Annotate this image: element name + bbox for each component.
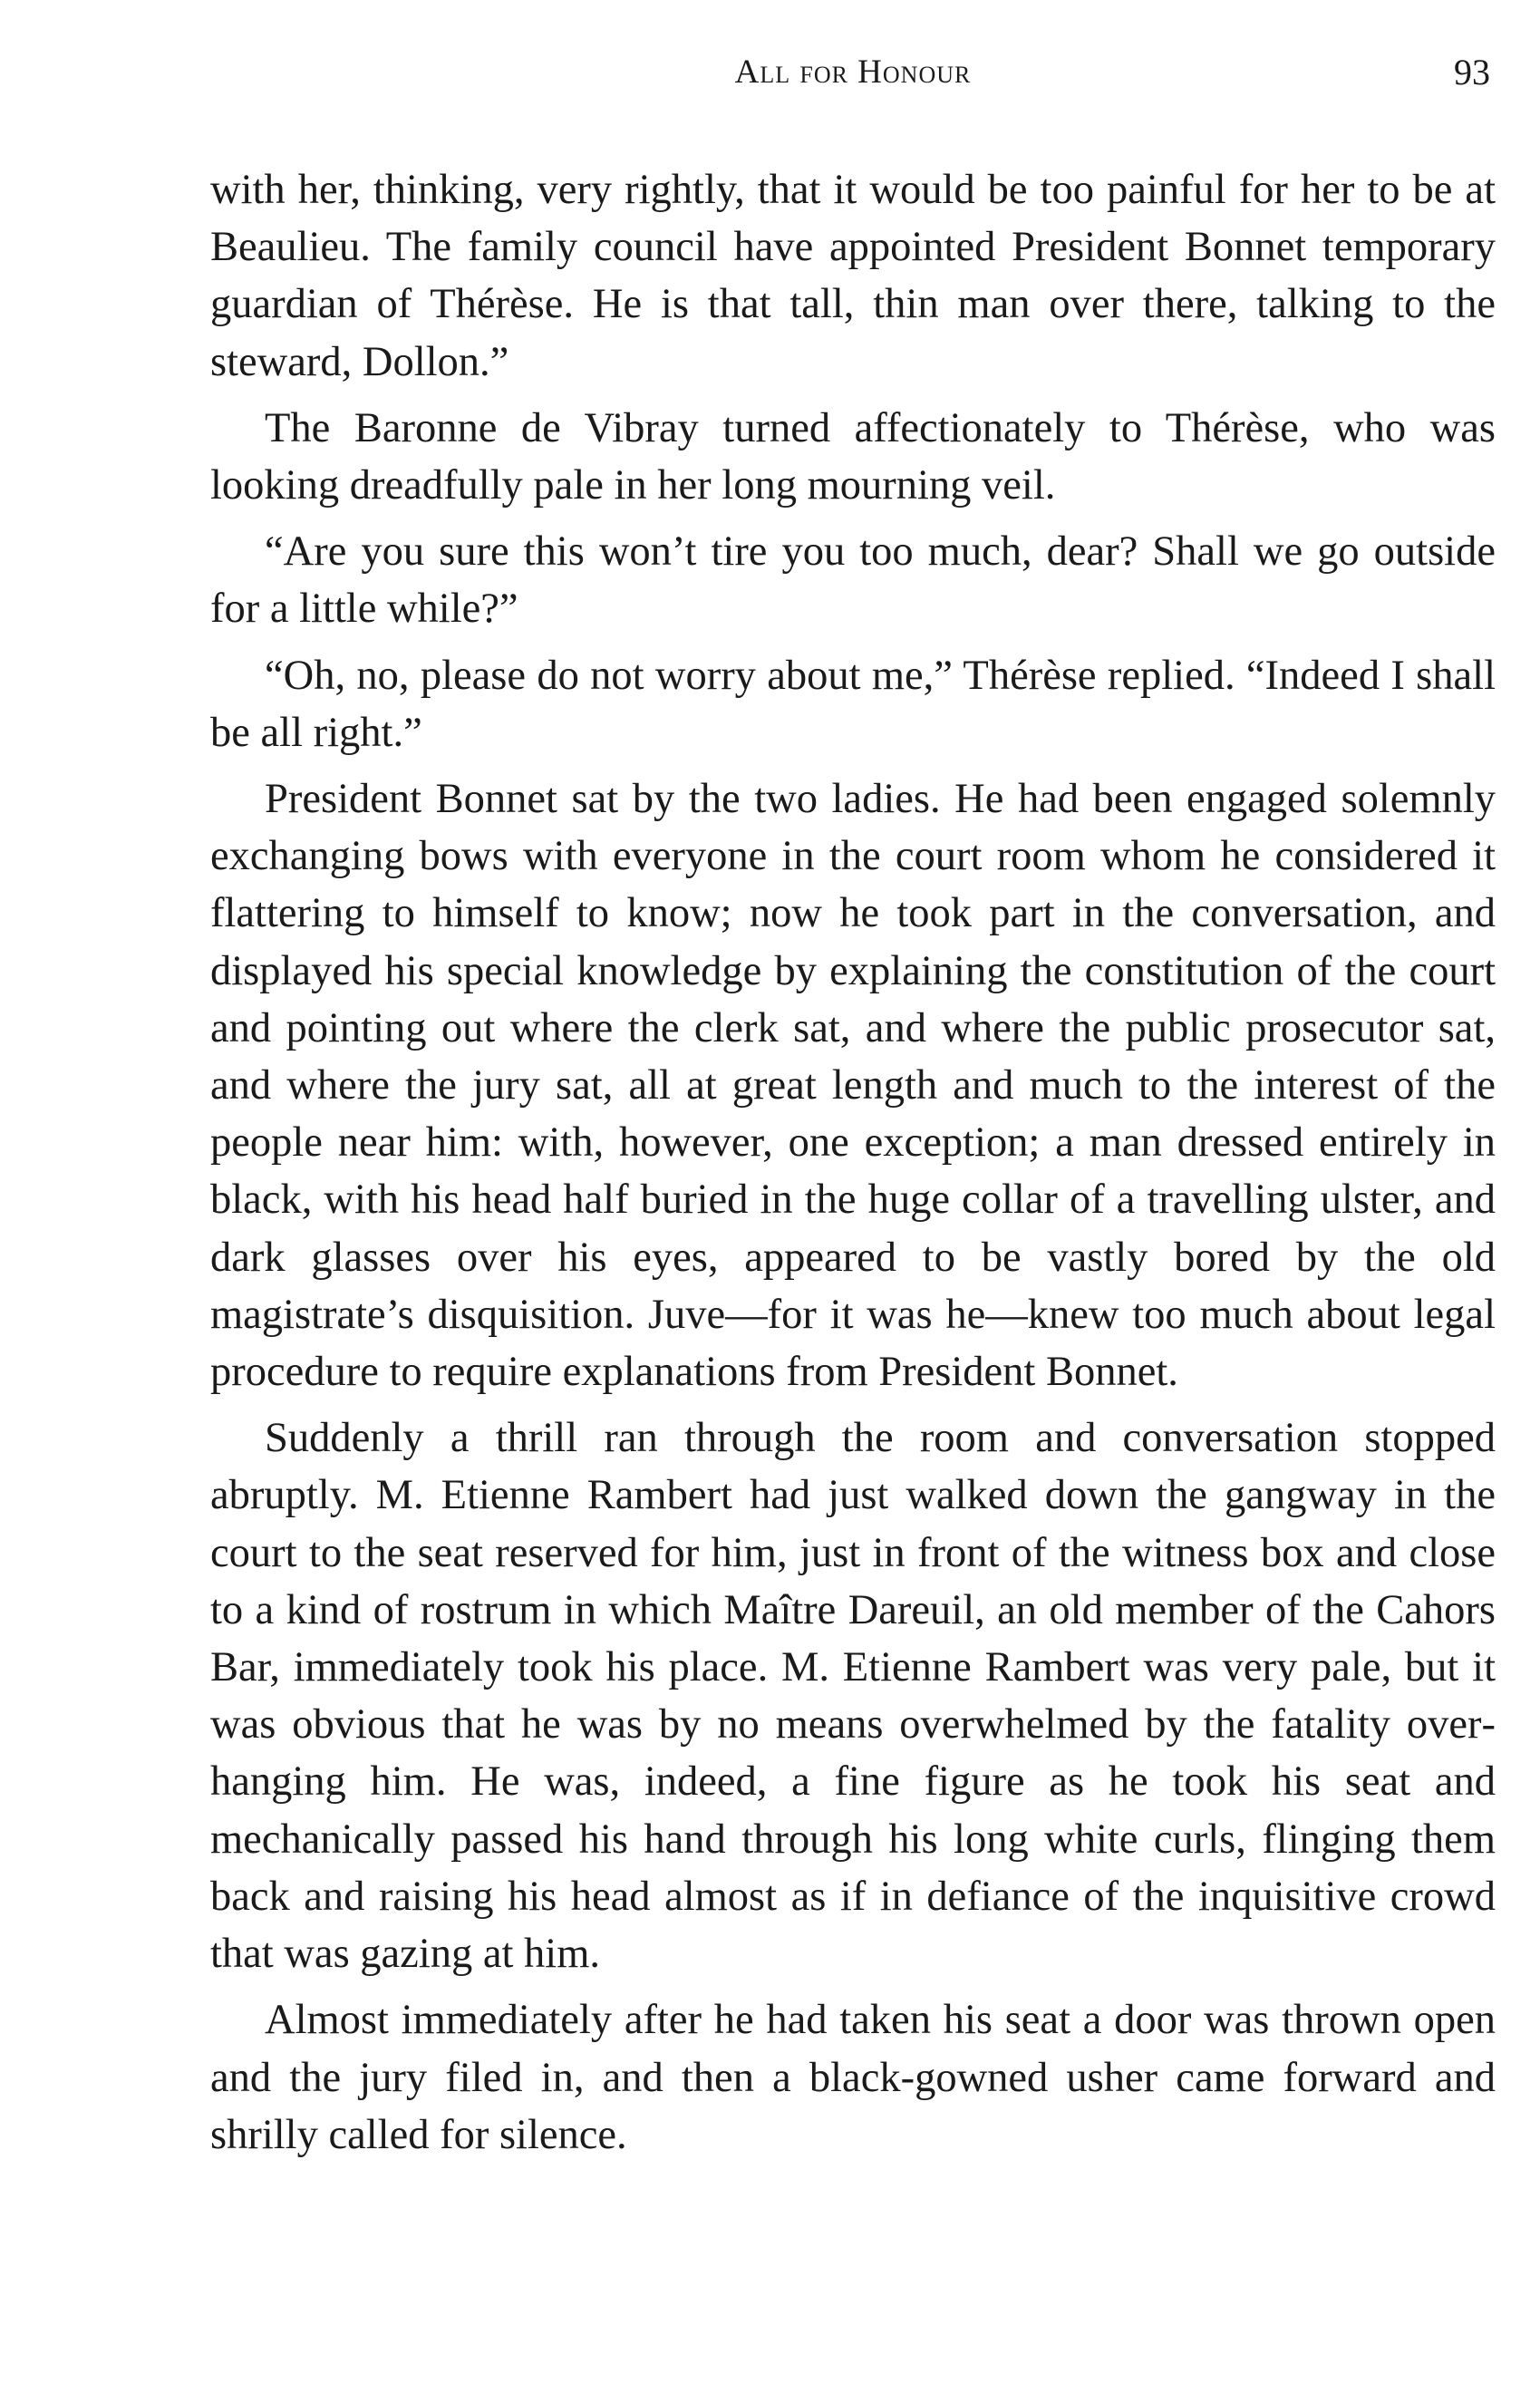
paragraph: Suddenly a thrill ran through the room and conversation stopped abruptly. M. Etienne Rambert had just walked down the gangway in the court to the seat reserved for him, just in front of the witness box and close to a kind of rostrum in which Maître Dareuil, an old member of the Cahors Bar, immediately took his place. M. Etienne Rambert was very pale, but it was obvious that he was by no means overwhelmed by the fatality overhanging him. He was, indeed, a fine figure as he took his seat and mechanically passed his hand through his long white curls, flinging them back and raising his head almost as if in defiance of the inquisitive crowd that was gazing at him.	[210, 1415, 1496, 1978]
paragraph-continuation: with her, thinking, very rightly, that it would be too painful for her to be at Beaulieu. The family council have appointed President Bonnet temporary guardian of Thérèse. He is that tall, thin man over there, talking to the steward, Dollon.”	[210, 167, 1496, 385]
page-number: 93	[1454, 52, 1490, 92]
paragraph: The Baronne de Vibray turned affectionately to Thérèse, who was looking dreadfully pale in her long mourning veil.	[210, 404, 1496, 509]
running-head	[210, 45, 1496, 100]
body-text	[210, 161, 1496, 2173]
paragraph-dialogue: “Are you sure this won’t tire you too much, dear? Shall we go outside for a little while?”	[210, 528, 1496, 633]
paragraph: Almost immediately after he had taken his seat a door was thrown open and the jury filed in, and then a black-gowned usher came forward and shrilly called for silence.	[210, 1997, 1496, 2158]
running-title: All for Honour	[734, 53, 972, 91]
paragraph-dialogue: “Oh, no, please do not worry about me,” Thérèse replied. “Indeed I shall be all right.”	[210, 652, 1496, 756]
paragraph: President Bonnet sat by the two ladies. He had been engaged solemnly exchanging bows with everyone in the court room whom he considered it flattering to himself to know; now he took part in the conversation, and displayed his special knowledge by explaining the constitution of the court and pointing out where the clerk sat, and where the public prosecutor sat, and where the jury sat, all at great length and much to the interest of the people near him: with, however, one exception; a man dressed entirely in black, with his head half buried in the huge collar of a travelling ulster, and dark glasses over his eyes, appeared to be vastly bored by the old magistrate’s disquisition. Juve—for it was he—knew too much about legal procedure to require explanations from President Bonnet.	[210, 776, 1496, 1396]
